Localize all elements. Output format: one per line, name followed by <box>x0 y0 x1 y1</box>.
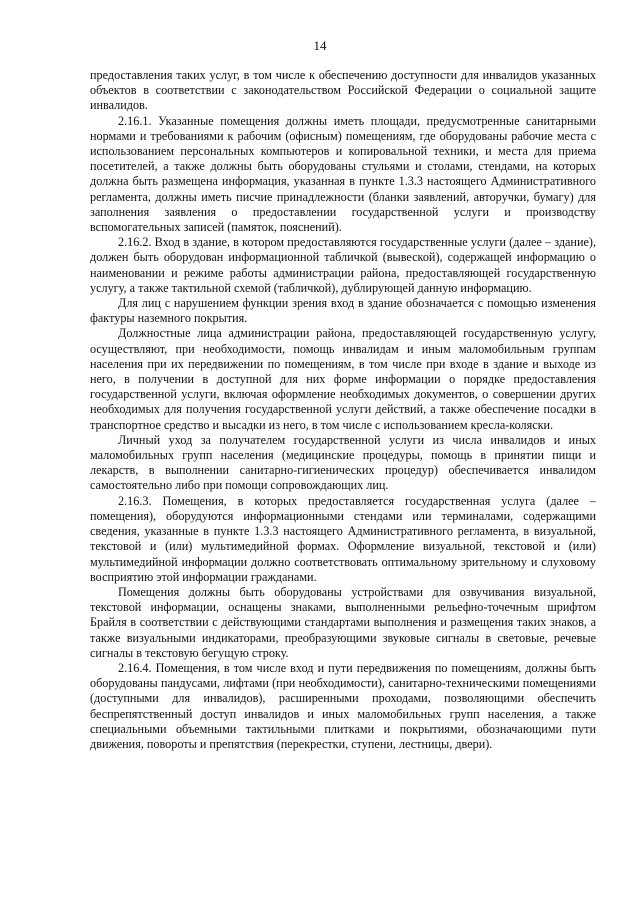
page-number: 14 <box>313 38 327 53</box>
paragraph-2-16-1: 2.16.1. Указанные помещения должны иметь площади, предусмотренные санитарными нормами и требованиями к рабочим (офисным) помещениям, где оборудованы рабочие места с использованием персональных компьютеров и копировальной техники, и места для приема посетителей, а также должны быть оборудованы стульями и столами, стендами, на которых должна быть размещена информация, указанная в пункте 1.3.3 настоящего Административного регламента, должны иметь писчие принадлежности (бланки заявлений, авторучки, бумагу) для заполнения заявления о предоставлении государственной услуги и производству вспомогательных записей (памяток, пояснений). <box>90 113 596 235</box>
paragraph-audio-braille-devices: Помещения должны быть оборудованы устройствами для озвучивания визуальной, текстовой информации, оснащены знаками, выполненными рельефно-точечным шрифтом Брайля в соответствии с действующими стандартами выполнения и размещения таких знаков, а также визуальными индикаторами, преобразующими звуковые сигналы в световые, речевые сигналы в текстовую бегущую строку. <box>90 584 596 660</box>
paragraph-continuation: предоставления таких услуг, в том числе к обеспечению доступности для инвалидов указанных объектов в соответствии с законодательством Российской Федерации о социальной защите инвалидов. <box>90 68 596 113</box>
document-body <box>90 68 596 752</box>
paragraph-personal-care: Личный уход за получателем государственной услуги из числа инвалидов и иных маломобильных групп населения (медицинские процедуры, помощь в принятии пищи и лекарств, в выполнении санитарно-гигиенических процедур) обеспечивается инвалидом самостоятельно либо при помощи сопровождающих лиц. <box>90 432 596 493</box>
paragraph-2-16-4: 2.16.4. Помещения, в том числе вход и пути передвижения по помещениям, должны быть оборудованы пандусами, лифтами (при необходимости), санитарно-техническими помещениями (доступными для инвалидов), расширенными проходами, позволяющими обеспечить беспрепятственный доступ инвалидов и иных маломобильных групп населения, а также специальными объемными тактильными плитками и покрытиями, обозначающими пути движения, повороты и препятствия (перекрестки, ступени, лестницы, двери). <box>90 660 596 751</box>
paragraph-officials-assistance: Должностные лица администрации района, предоставляющей государственную услугу, осуществляют, при необходимости, помощь инвалидам и иным маломобильным группам населения при их передвижении по помещениям, в том числе при входе в здание и выходе из него, в получении в доступной для них форме информации о порядке предоставления государственной услуги, включая оформление необходимых документов, о совершении других необходимых для получения государственной услуги действий, а также обеспечение посадки в транспортное средство и высадки из него, в том числе с использованием кресла-коляски. <box>90 326 596 432</box>
paragraph-2-16-3: 2.16.3. Помещения, в которых предоставляется государственная услуга (далее – помещения), оборудуются информационными стендами или терминалами, содержащими сведения, указанные в пункте 1.3.3 настоящего Административного регламента, в визуальной, текстовой и (или) мультимедийной формах. Оформление визуальной, текстовой и (или) мультимедийной информации должно соответствовать оптимальному зрительному и слуховому восприятию этой информации гражданами. <box>90 493 596 584</box>
paragraph-2-16-2: 2.16.2. Вход в здание, в котором предоставляются государственные услуги (далее – здание), должен быть оборудован информационной табличкой (вывеской), содержащей информацию о наименовании и режиме работы администрации района, предоставляющей государственную услугу, а также тактильной схемой (табличкой), дублирующей данную информацию. <box>90 235 596 295</box>
paragraph-vision-impaired-entrance: Для лиц с нарушением функции зрения вход в здание обозначается с помощью изменения фактуры наземного покрытия. <box>90 296 596 326</box>
